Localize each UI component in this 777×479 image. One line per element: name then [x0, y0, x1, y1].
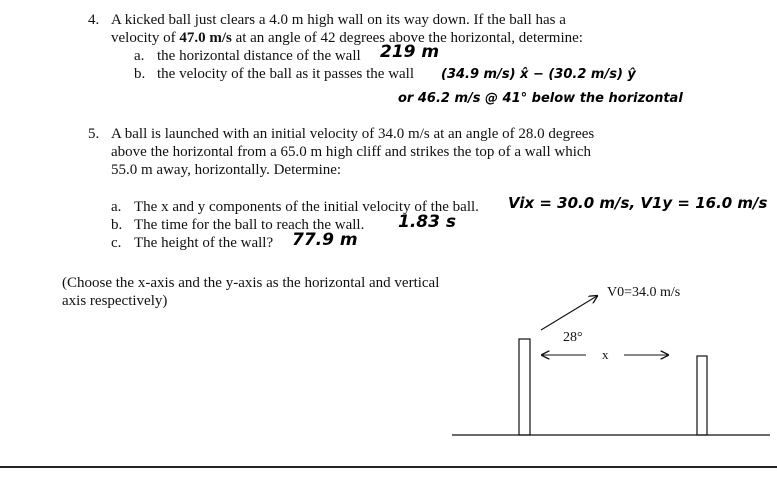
axis-note-line2: axis respectively): [62, 293, 168, 309]
q4b-answer: (34.9 m/s) x̂ − (30.2 m/s) ŷ: [441, 67, 636, 82]
velocity-arrow: [541, 296, 597, 330]
q4-number: 4.: [88, 12, 100, 28]
q4b-answer-alt: or 46.2 m/s @ 41° below the horizontal: [398, 91, 683, 106]
wall-post: [697, 356, 707, 435]
q5-line2: above the horizontal from a 65.0 m high cliff and strikes the top of a wall which: [111, 144, 592, 160]
axis-note-line1: (Choose the x-axis and the y-axis as the horizontal and vertical: [62, 275, 440, 291]
q5c-label: c.: [111, 235, 122, 251]
q4-velocity-bold: 47.0 m/s: [179, 30, 232, 46]
q5-number: 5.: [88, 126, 100, 142]
q5a-label: a.: [111, 199, 122, 215]
bottom-rule: [0, 466, 777, 468]
velocity-label: V0=34.0 m/s: [607, 285, 681, 300]
q5c-text: The height of the wall?: [134, 235, 274, 251]
q4-line2: velocity of 47.0 m/s at an angle of 42 degrees above the horizontal, determine:: [111, 30, 583, 46]
q5c-answer: 77.9 m: [292, 230, 358, 250]
projectile-diagram: [440, 270, 770, 445]
q4-line1: A kicked ball just clears a 4.0 m high wall on its way down. If the ball has a: [111, 12, 566, 28]
q5-line3: 55.0 m away, horizontally. Determine:: [111, 162, 342, 178]
q5b-text: The time for the ball to reach the wall.: [134, 217, 365, 233]
q4b-text: the velocity of the ball as it passes the wall: [157, 66, 415, 82]
q4b-label: b.: [134, 66, 146, 82]
distance-label: x: [602, 347, 609, 362]
q5a-text: The x and y components of the initial velocity of the ball.: [134, 199, 479, 215]
q5b-answer: 1.83 s: [398, 212, 456, 232]
angle-label: 28°: [563, 330, 583, 345]
q5a-answer: Vix = 30.0 m/s, V1y = 16.0 m/s: [508, 194, 768, 212]
cliff-post: [519, 339, 530, 435]
q4a-answer: 219 m: [380, 42, 440, 62]
q4a-text: the horizontal distance of the wall: [157, 48, 361, 64]
q4a-label: a.: [134, 48, 145, 64]
q5b-label: b.: [111, 217, 123, 233]
q5-line1: A ball is launched with an initial velocity of 34.0 m/s at an angle of 28.0 degrees: [111, 126, 595, 142]
